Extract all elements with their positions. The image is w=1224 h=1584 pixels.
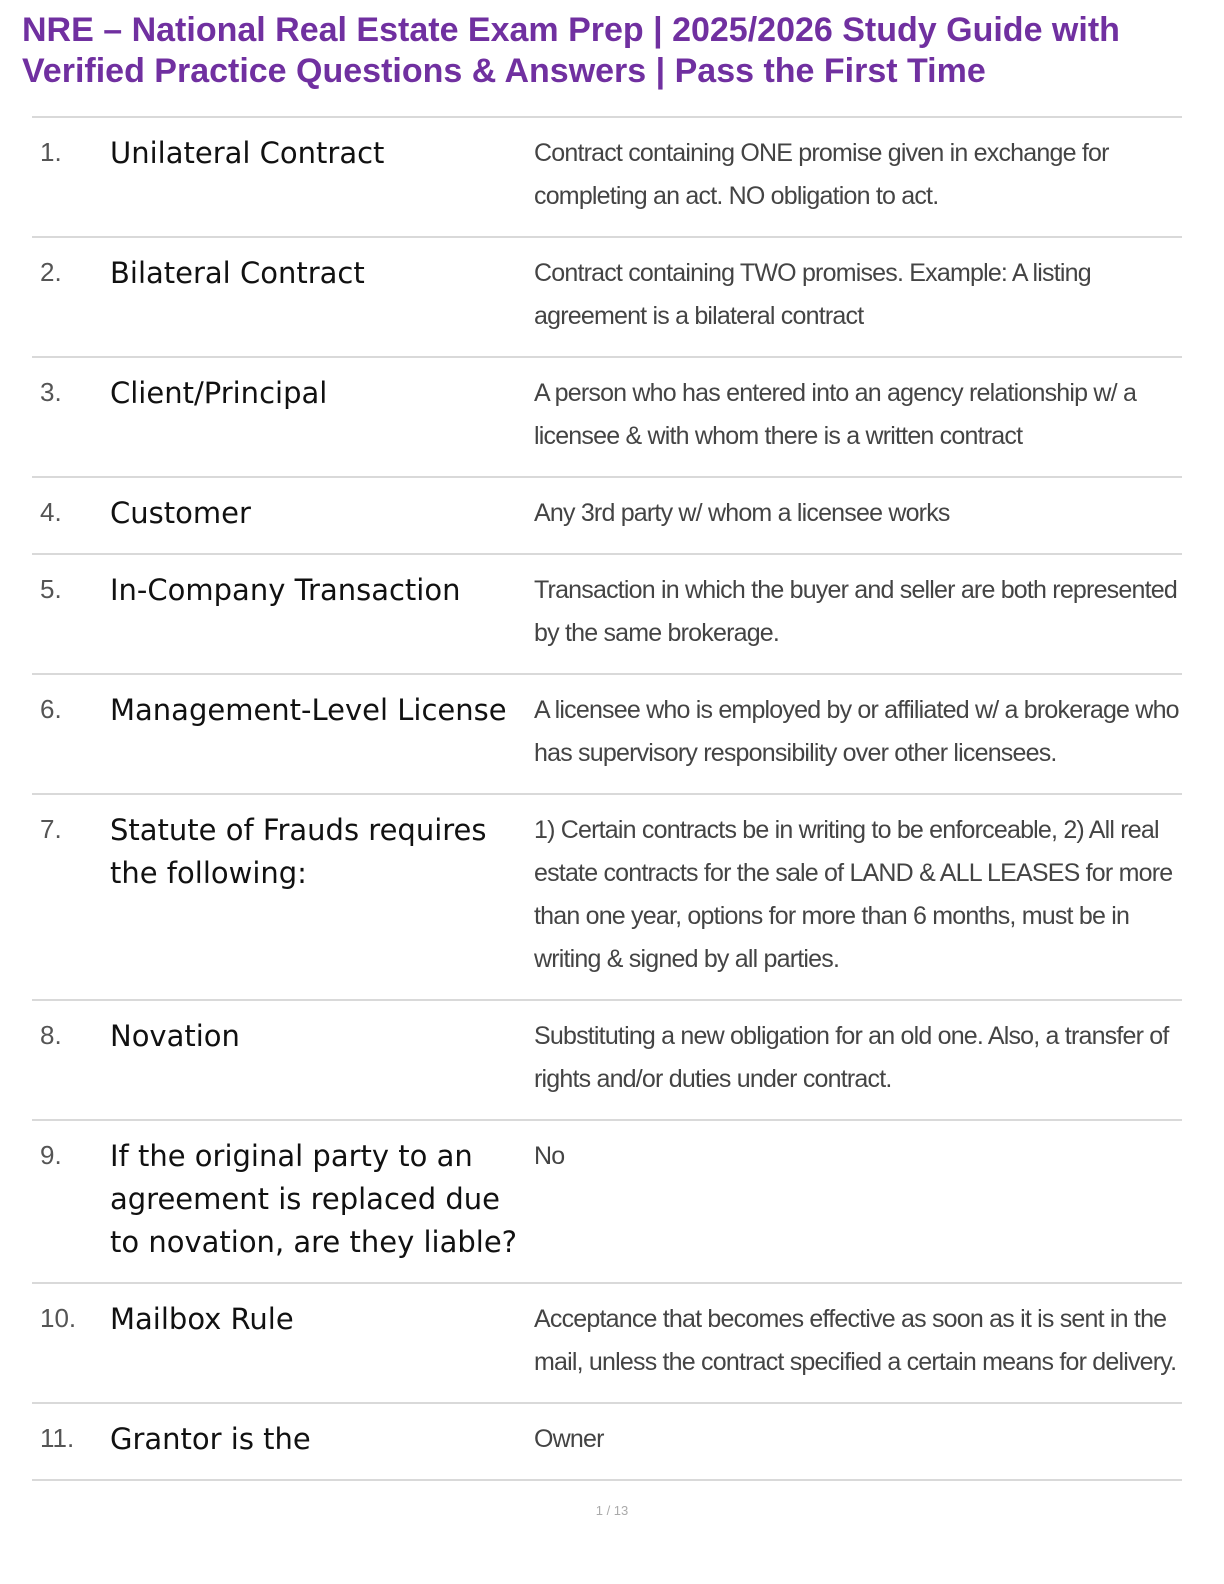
- term-number: 2.: [40, 257, 62, 287]
- terms-table: [32, 116, 1182, 1481]
- term-definition: No: [534, 1142, 565, 1170]
- term-definition: A licensee who is employed by or affiliated w/ a brokerage who has supervisory responsibility over other licensees.: [534, 696, 1179, 767]
- term-row: [32, 1284, 1182, 1404]
- term-number: 4.: [40, 497, 62, 527]
- term-number: 10.: [40, 1303, 77, 1333]
- term-number: 8.: [40, 1020, 62, 1050]
- term-definition: Owner: [534, 1425, 604, 1453]
- term-number: 5.: [40, 574, 62, 604]
- term-number: 9.: [40, 1140, 62, 1170]
- term-row: [32, 1001, 1182, 1121]
- term-row: [32, 118, 1182, 238]
- term-name: In-Company Transaction: [110, 573, 461, 607]
- term-number: 1.: [40, 137, 62, 167]
- term-row: [32, 238, 1182, 358]
- term-row: [32, 478, 1182, 555]
- term-definition: Contract containing TWO promises. Example: A listing agreement is a bilateral contract: [534, 259, 1091, 330]
- term-number: 11.: [40, 1423, 75, 1453]
- term-row: [32, 1404, 1182, 1481]
- term-number: 3.: [40, 377, 62, 407]
- term-definition: Acceptance that becomes effective as soon as it is sent in the mail, unless the contract specified a certain means for delivery.: [534, 1305, 1177, 1376]
- term-name: Mailbox Rule: [110, 1302, 294, 1336]
- term-number: 6.: [40, 694, 62, 724]
- term-name: Novation: [110, 1019, 240, 1053]
- term-name: Client/Principal: [110, 376, 328, 410]
- term-row: [32, 675, 1182, 795]
- term-name: Bilateral Contract: [110, 256, 365, 290]
- term-row: [32, 555, 1182, 675]
- term-definition: Transaction in which the buyer and seller are both represented by the same brokerage.: [534, 576, 1177, 647]
- term-row: [32, 795, 1182, 1001]
- term-row: [32, 358, 1182, 478]
- document-title: NRE – National Real Estate Exam Prep | 2025/2026 Study Guide with Verified Practice Questions & Answers | Pass the First Time: [22, 11, 1120, 90]
- term-definition: Substituting a new obligation for an old one. Also, a transfer of rights and/or duties under contract.: [534, 1022, 1169, 1093]
- page-number: 1 / 13: [595, 1503, 629, 1518]
- term-name: Grantor is the: [110, 1422, 311, 1456]
- term-name: Statute of Frauds requires the following:: [110, 813, 487, 890]
- term-definition: A person who has entered into an agency relationship w/ a licensee & with whom there is a written contract: [534, 379, 1137, 450]
- term-number: 7.: [40, 814, 62, 844]
- term-definition: Any 3rd party w/ whom a licensee works: [534, 499, 950, 527]
- term-definition: 1) Certain contracts be in writing to be enforceable, 2) All real estate contracts for the sale of LAND & ALL LEASES for more than one year, options for more than 6 months, must be in writing & signed by all parties.: [534, 816, 1173, 973]
- term-name: Customer: [110, 496, 251, 530]
- term-definition: Contract containing ONE promise given in exchange for completing an act. NO obligation to act.: [534, 139, 1109, 210]
- term-name: Management-Level License: [110, 693, 507, 727]
- term-name: Unilateral Contract: [110, 136, 385, 170]
- term-row: [32, 1121, 1182, 1284]
- term-name: If the original party to an agreement is replaced due to novation, are they liable?: [110, 1139, 518, 1259]
